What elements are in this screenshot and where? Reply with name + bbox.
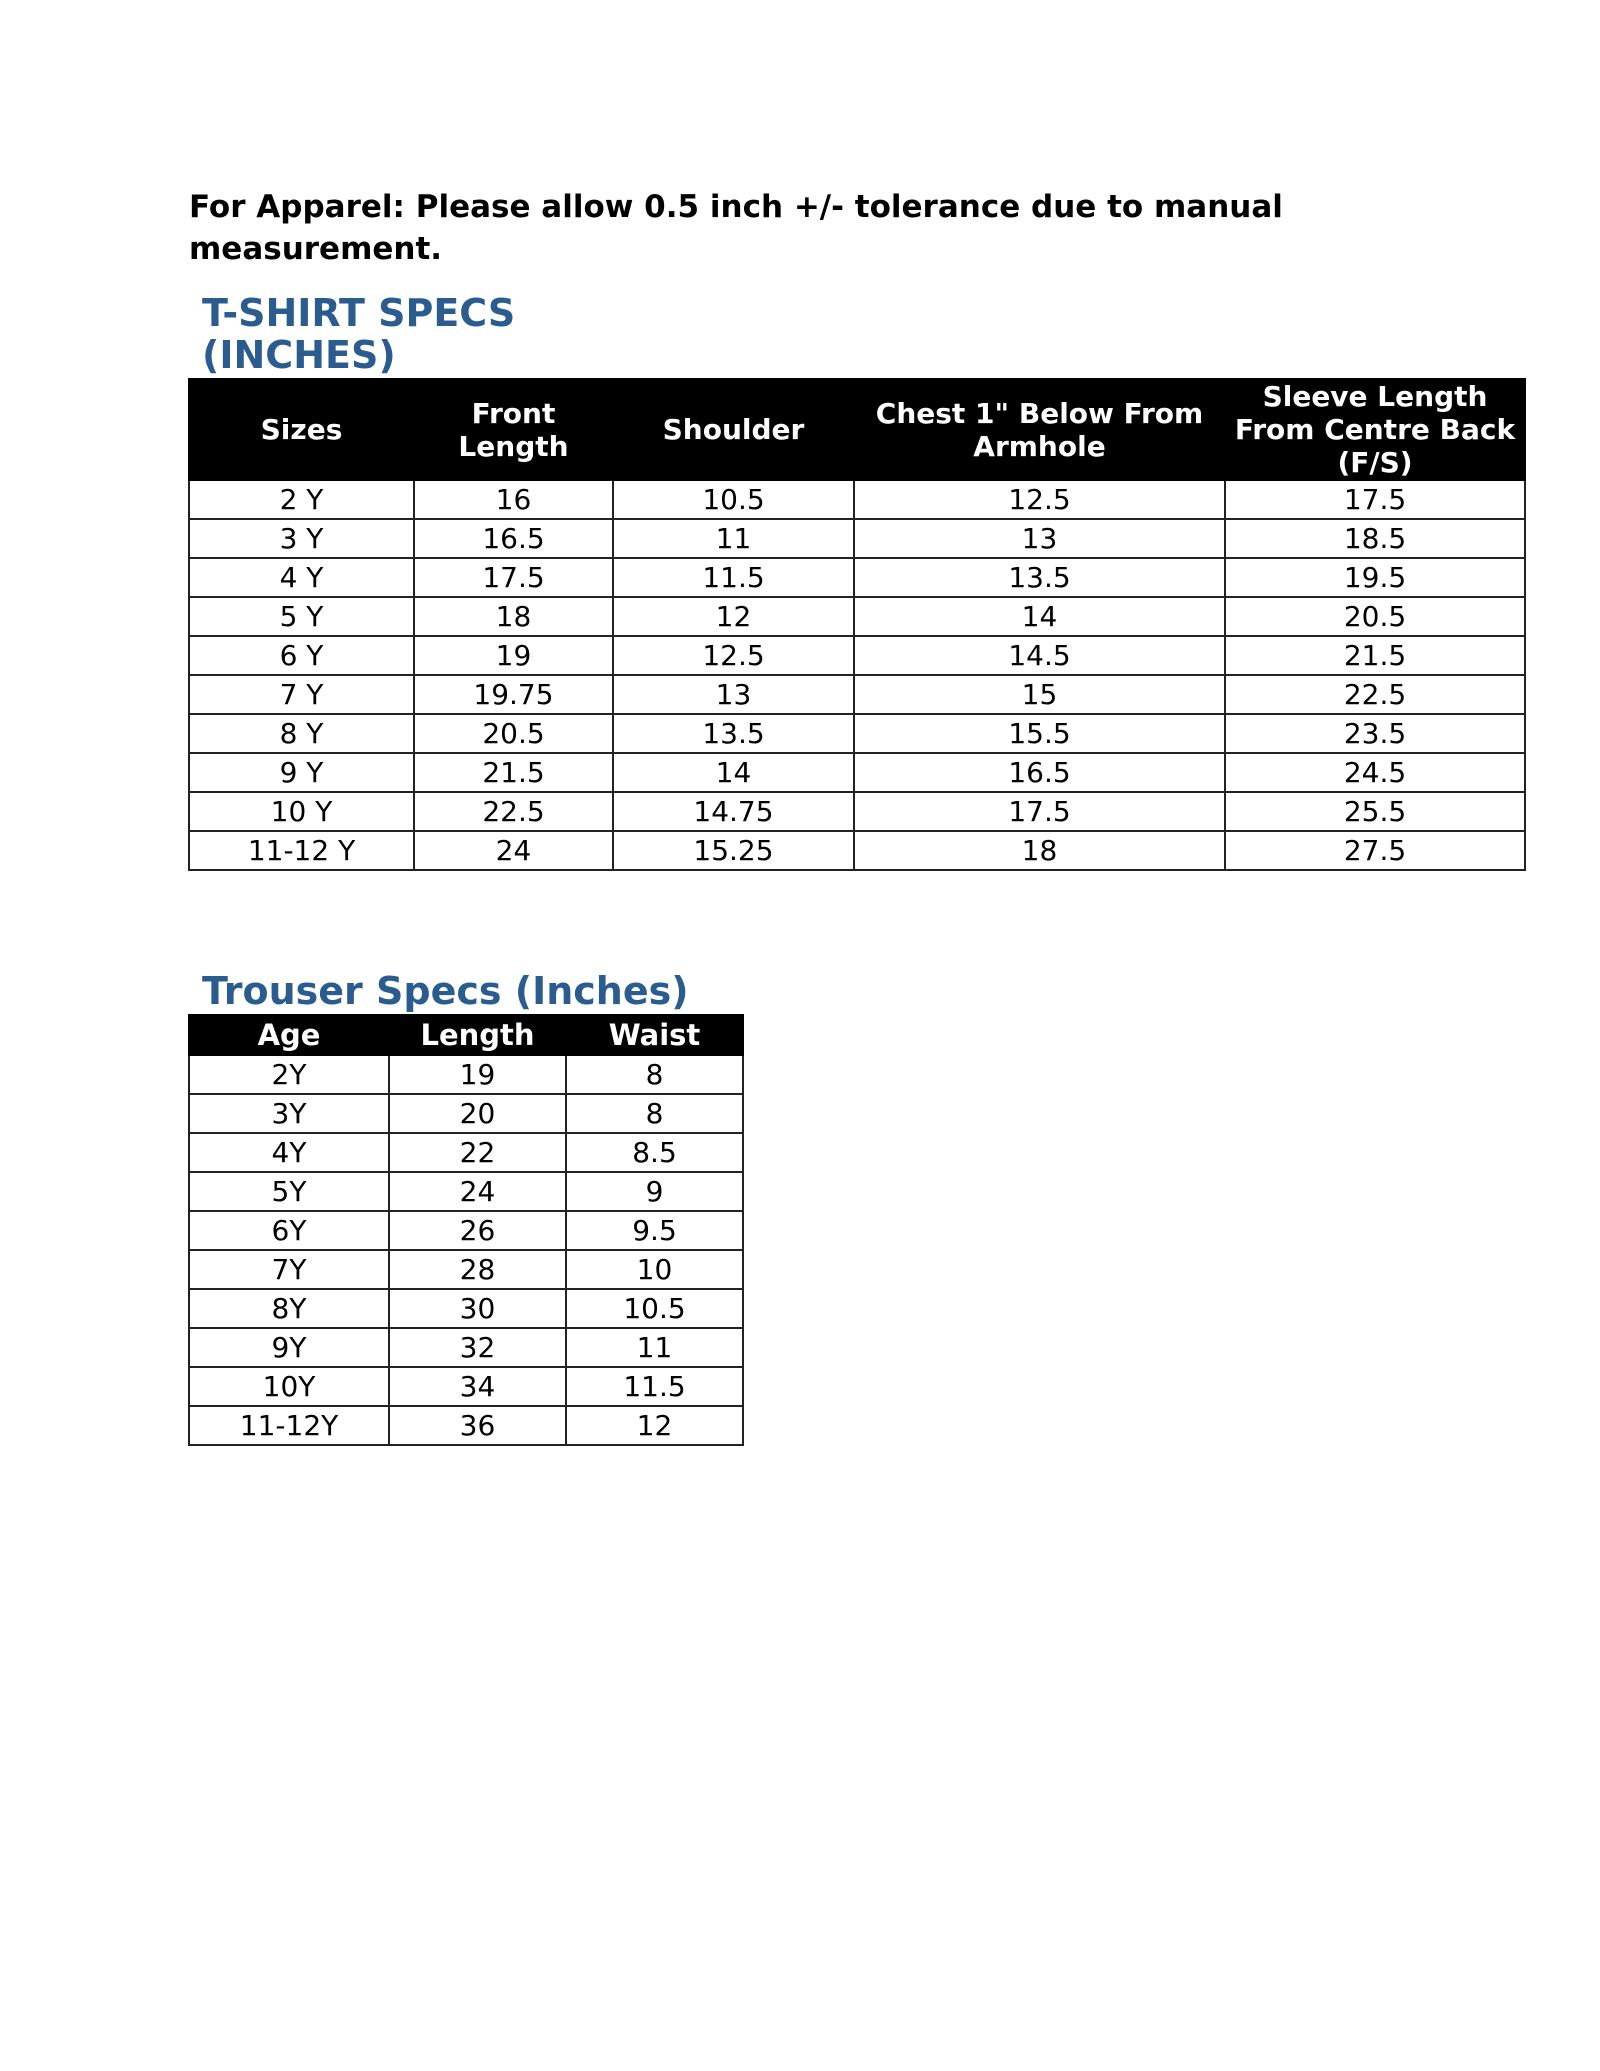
table-cell: 14 xyxy=(854,597,1225,636)
table-cell: 13.5 xyxy=(854,558,1225,597)
table-row xyxy=(189,519,1525,558)
table-cell: 10.5 xyxy=(613,480,854,519)
header-front-length: Front Length xyxy=(414,379,613,480)
table-cell: 28 xyxy=(389,1250,566,1289)
table-cell: 4Y xyxy=(189,1133,389,1172)
table-cell: 10.5 xyxy=(566,1289,743,1328)
table-cell: 11.5 xyxy=(613,558,854,597)
header-sizes: Sizes xyxy=(189,379,414,480)
table-cell: 16 xyxy=(414,480,613,519)
tshirt-specs-table xyxy=(188,378,1526,871)
table-row xyxy=(189,831,1525,870)
table-cell: 14.75 xyxy=(613,792,854,831)
table-row xyxy=(189,1211,743,1250)
table-cell: 2Y xyxy=(189,1055,389,1094)
table-cell: 24 xyxy=(389,1172,566,1211)
header-age: Age xyxy=(189,1015,389,1055)
table-cell: 13 xyxy=(854,519,1225,558)
table-row xyxy=(189,1055,743,1094)
table-row xyxy=(189,1172,743,1211)
header-sleeve-length: Sleeve Length From Centre Back (F/S) xyxy=(1225,379,1525,480)
tshirt-specs-title: T-SHIRT SPECS (INCHES) xyxy=(202,291,516,377)
table-cell: 16.5 xyxy=(414,519,613,558)
table-row xyxy=(189,753,1525,792)
table-cell: 8 xyxy=(566,1055,743,1094)
tolerance-note: For Apparel: Please allow 0.5 inch +/- tolerance due to manual measurement. xyxy=(189,189,1283,267)
table-cell: 12.5 xyxy=(613,636,854,675)
table-cell: 18 xyxy=(854,831,1225,870)
table-cell: 21.5 xyxy=(1225,636,1525,675)
table-row xyxy=(189,714,1525,753)
table-cell: 19.5 xyxy=(1225,558,1525,597)
table-cell: 32 xyxy=(389,1328,566,1367)
table-cell: 20 xyxy=(389,1094,566,1133)
table-row xyxy=(189,675,1525,714)
table-cell: 19 xyxy=(389,1055,566,1094)
table-cell: 10 xyxy=(566,1250,743,1289)
table-row xyxy=(189,792,1525,831)
table-cell: 14.5 xyxy=(854,636,1225,675)
table-cell: 8.5 xyxy=(566,1133,743,1172)
table-cell: 20.5 xyxy=(1225,597,1525,636)
table-cell: 26 xyxy=(389,1211,566,1250)
table-cell: 24.5 xyxy=(1225,753,1525,792)
table-cell: 11-12Y xyxy=(189,1406,389,1445)
table-cell: 21.5 xyxy=(414,753,613,792)
header-chest: Chest 1" Below From Armhole xyxy=(854,379,1225,480)
table-cell: 17.5 xyxy=(1225,480,1525,519)
table-row xyxy=(189,1328,743,1367)
table-row xyxy=(189,558,1525,597)
table-cell: 36 xyxy=(389,1406,566,1445)
table-cell: 9.5 xyxy=(566,1211,743,1250)
table-cell: 8 Y xyxy=(189,714,414,753)
table-cell: 27.5 xyxy=(1225,831,1525,870)
table-cell: 2 Y xyxy=(189,480,414,519)
table-cell: 18.5 xyxy=(1225,519,1525,558)
table-cell: 30 xyxy=(389,1289,566,1328)
table-cell: 6Y xyxy=(189,1211,389,1250)
table-row xyxy=(189,1289,743,1328)
table-cell: 5 Y xyxy=(189,597,414,636)
table-cell: 8 xyxy=(566,1094,743,1133)
table-cell: 4 Y xyxy=(189,558,414,597)
table-cell: 8Y xyxy=(189,1289,389,1328)
table-cell: 15 xyxy=(854,675,1225,714)
table-cell: 9Y xyxy=(189,1328,389,1367)
header-shoulder: Shoulder xyxy=(613,379,854,480)
table-cell: 19.75 xyxy=(414,675,613,714)
table-cell: 12 xyxy=(566,1406,743,1445)
table-cell: 15.25 xyxy=(613,831,854,870)
table-cell: 13.5 xyxy=(613,714,854,753)
table-cell: 11-12 Y xyxy=(189,831,414,870)
table-cell: 16.5 xyxy=(854,753,1225,792)
table-cell: 22 xyxy=(389,1133,566,1172)
table-row xyxy=(189,1133,743,1172)
table-cell: 22.5 xyxy=(414,792,613,831)
table-cell: 15.5 xyxy=(854,714,1225,753)
trouser-specs-table xyxy=(188,1014,744,1446)
table-cell: 34 xyxy=(389,1367,566,1406)
table-cell: 14 xyxy=(613,753,854,792)
table-cell: 12 xyxy=(613,597,854,636)
table-cell: 23.5 xyxy=(1225,714,1525,753)
table-cell: 17.5 xyxy=(854,792,1225,831)
table-cell: 22.5 xyxy=(1225,675,1525,714)
table-cell: 5Y xyxy=(189,1172,389,1211)
table-row xyxy=(189,480,1525,519)
header-length: Length xyxy=(389,1015,566,1055)
table-cell: 10Y xyxy=(189,1367,389,1406)
table-cell: 11 xyxy=(566,1328,743,1367)
table-cell: 13 xyxy=(613,675,854,714)
table-row xyxy=(189,1367,743,1406)
table-row xyxy=(189,597,1525,636)
table-cell: 24 xyxy=(414,831,613,870)
table-row xyxy=(189,1250,743,1289)
header-waist: Waist xyxy=(566,1015,743,1055)
table-cell: 17.5 xyxy=(414,558,613,597)
table-cell: 3Y xyxy=(189,1094,389,1133)
table-cell: 12.5 xyxy=(854,480,1225,519)
table-cell: 18 xyxy=(414,597,613,636)
table-cell: 7Y xyxy=(189,1250,389,1289)
table-cell: 9 Y xyxy=(189,753,414,792)
table-cell: 25.5 xyxy=(1225,792,1525,831)
table-cell: 11 xyxy=(613,519,854,558)
table-cell: 10 Y xyxy=(189,792,414,831)
table-cell: 19 xyxy=(414,636,613,675)
table-cell: 20.5 xyxy=(414,714,613,753)
table-cell: 7 Y xyxy=(189,675,414,714)
table-row xyxy=(189,1406,743,1445)
table-cell: 6 Y xyxy=(189,636,414,675)
table-cell: 3 Y xyxy=(189,519,414,558)
table-header-row xyxy=(189,1015,743,1055)
table-cell: 9 xyxy=(566,1172,743,1211)
table-row xyxy=(189,1094,743,1133)
table-cell: 11.5 xyxy=(566,1367,743,1406)
table-header-row xyxy=(189,379,1525,480)
table-row xyxy=(189,636,1525,675)
trouser-specs-title: Trouser Specs (Inches) xyxy=(202,969,689,1013)
